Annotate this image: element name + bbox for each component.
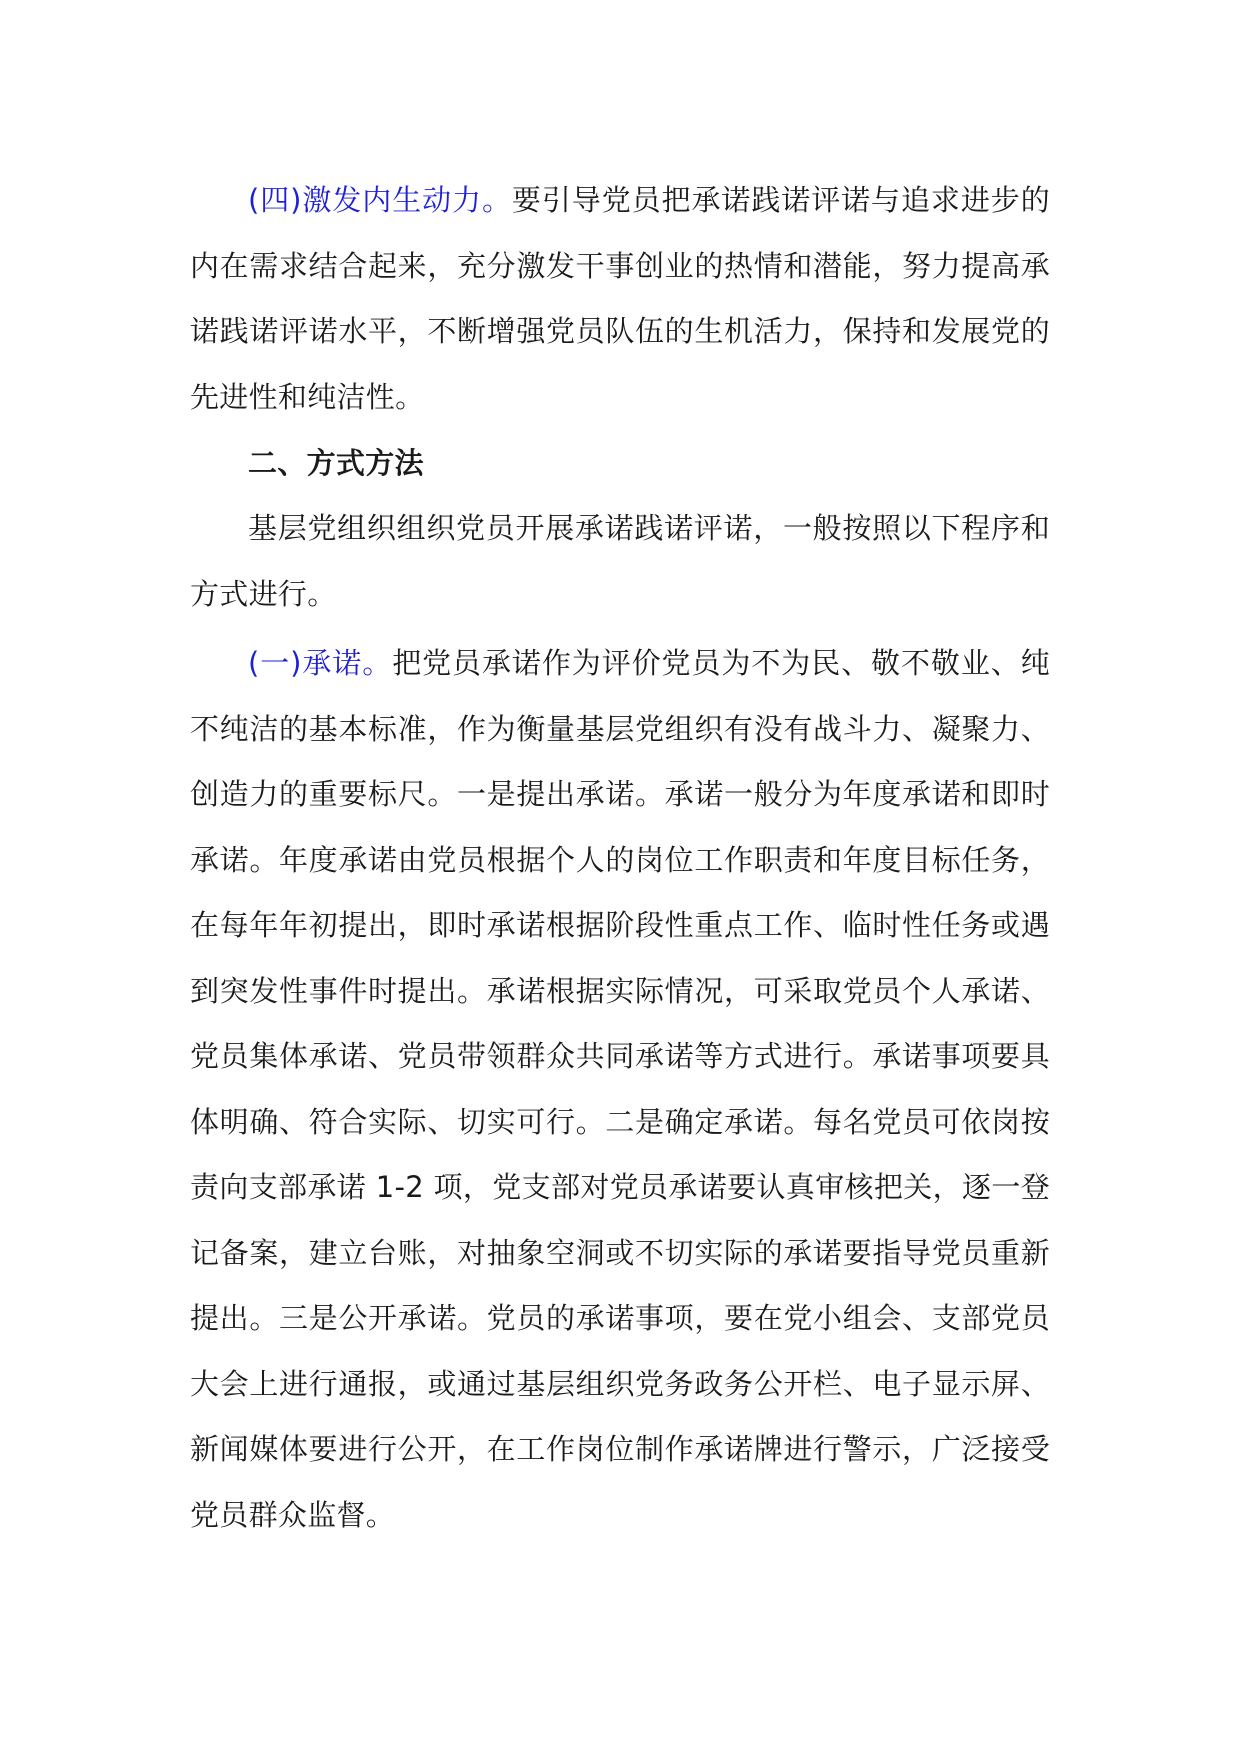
paragraph-text: 把党员承诺作为评价党员为不为民、敬不敬业、纯不纯洁的基本标准，作为衡量基层党组织有没有战斗力、凝聚力、创造力的重要标尺。一是提出承诺。承诺一般分为年度承诺和即时承诺。年度承诺由党员根据个人的岗位工作职责和年度目标任务，在每年年初提出，即时承诺根据阶段性重点工作、临时性任务或遇到突发性事件时提出。承诺根据实际情况，可采取党员个人承诺、党员集体承诺、党员带领群众共同承诺等方式进行。承诺事项要具体明确、符合实际、切实可行。二是确定承诺。每名党员可依岗按责向支部承诺 1-2 项，党支部对党员承诺要认真审核把关，逐一登记备案，建立台账，对抽象空洞或不切实际的承诺要指导党员重新提出。三是公开承诺。党员的承诺事项，要在党小组会、支部党员大会上进行通报，或通过基层组织党务政务公开栏、电子显示屏、新闻媒体要进行公开，在工作岗位制作承诺牌进行警示，广泛接受党员群众监督。 [190, 646, 1050, 1532]
section-lead-one: (一)承诺。 [248, 646, 393, 680]
document-page [190, 168, 1050, 1548]
paragraph-one-commitment [190, 631, 1050, 1548]
section-heading-methods: 二、方式方法 [248, 446, 424, 480]
paragraph-intro-procedure [190, 496, 1050, 627]
section-lead-four: (四)激发内生动力。 [248, 183, 512, 217]
paragraph-four-stimulate-motivation [190, 168, 1050, 430]
paragraph-text: 要引导党员把承诺践诺评诺与追求进步的内在需求结合起来，充分激发干事创业的热情和潜能，努力提高承诺践诺评诺水平，不断增强党员队伍的生机活力，保持和发展党的先进性和纯洁性。 [190, 183, 1050, 414]
paragraph-text: 基层党组织组织党员开展承诺践诺评诺，一般按照以下程序和方式进行。 [190, 511, 1050, 611]
